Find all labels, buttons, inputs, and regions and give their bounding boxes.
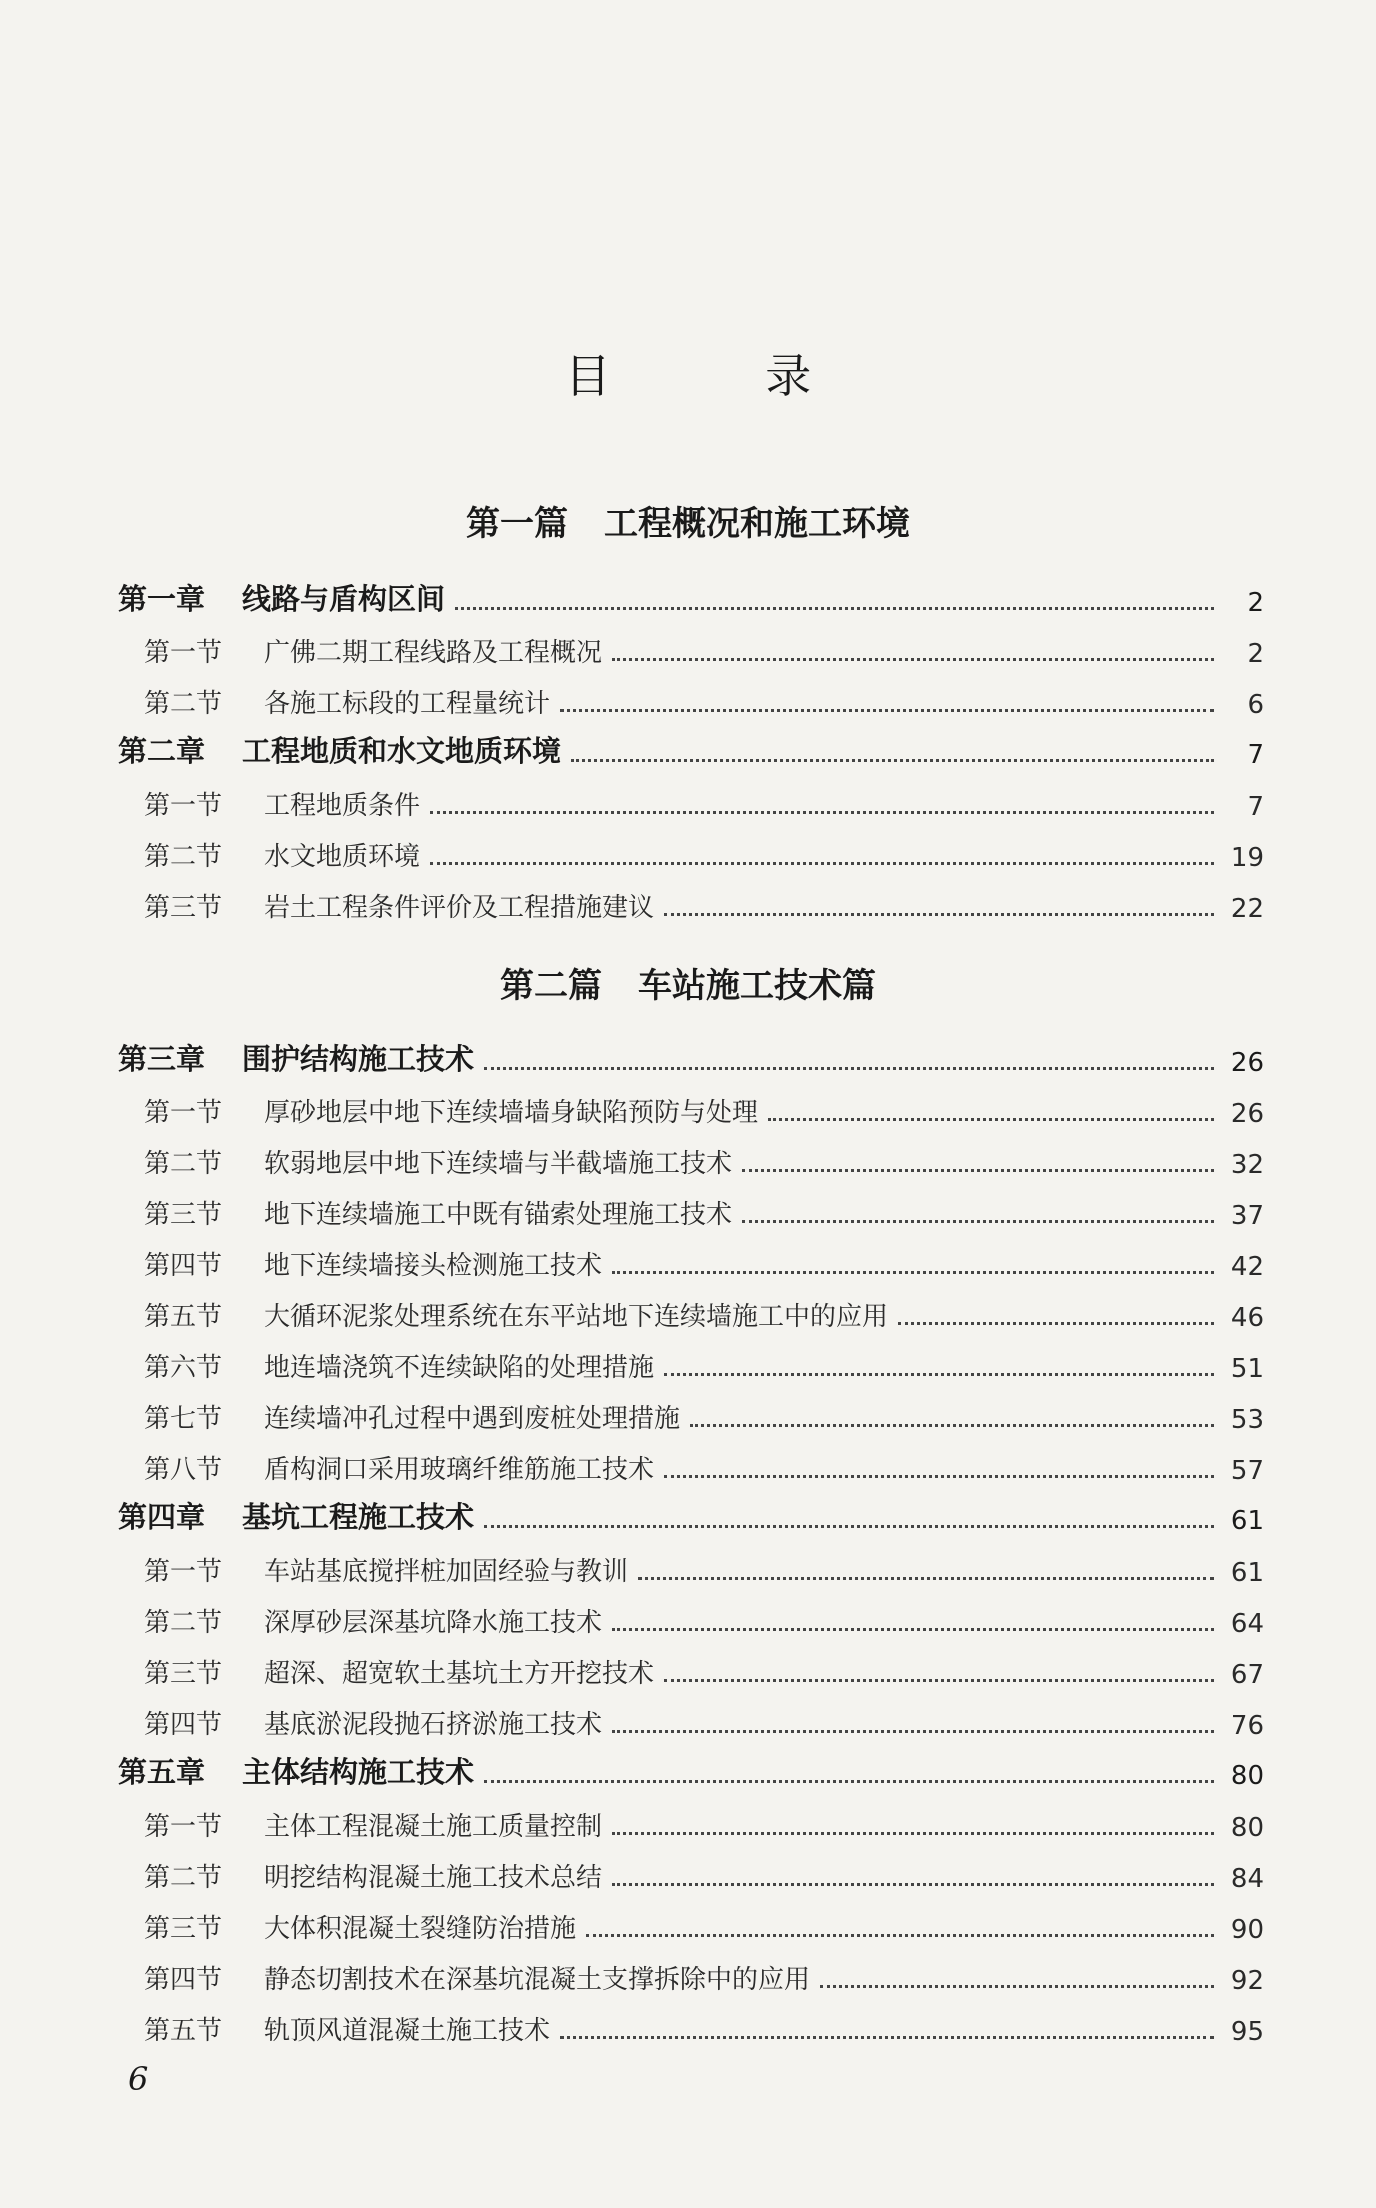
section-title: 主体工程混凝土施工质量控制 (264, 1812, 603, 1842)
leader-dots (612, 1730, 1214, 1733)
page-ref: 2 (1247, 639, 1264, 669)
section-title: 厚砂地层中地下连续墙墙身缺陷预防与处理 (264, 1098, 759, 1128)
section-title: 广佛二期工程线路及工程概况 (264, 638, 603, 668)
section-title: 大循环泥浆处理系统在东平站地下连续墙施工中的应用 (264, 1302, 889, 1332)
page-number: 6 (128, 2060, 149, 2098)
chapter-label: 第二章 (118, 734, 206, 768)
section-title: 轨顶风道混凝土施工技术 (264, 2016, 551, 2046)
leader-dots (664, 1475, 1214, 1478)
toc-section[interactable] (144, 1136, 1264, 1180)
page-ref: 2 (1247, 588, 1264, 618)
part-title-2 (0, 958, 1376, 1007)
page-ref: 51 (1230, 1354, 1264, 1384)
leader-dots (820, 1985, 1214, 1988)
section-title: 深厚砂层深基坑降水施工技术 (264, 1608, 603, 1638)
section-title: 地下连续墙施工中既有锚索处理施工技术 (264, 1200, 733, 1230)
page-ref: 22 (1230, 894, 1264, 924)
section-label: 第二节 (144, 1608, 223, 1638)
toc-section[interactable] (144, 1697, 1264, 1741)
chapter-title: 围护结构施工技术 (242, 1042, 475, 1076)
part-name: 车站施工技术篇 (638, 966, 876, 1006)
toc-chapter-1[interactable] (118, 574, 1264, 618)
toc-section[interactable] (144, 676, 1264, 720)
section-label: 第八节 (144, 1455, 223, 1485)
page-ref: 80 (1230, 1813, 1264, 1843)
section-label: 第三节 (144, 1200, 223, 1230)
page-ref: 37 (1230, 1201, 1264, 1231)
section-label: 第一节 (144, 1557, 223, 1587)
section-label: 第四节 (144, 1965, 223, 1995)
section-title: 岩土工程条件评价及工程措施建议 (264, 893, 655, 923)
leader-dots (638, 1577, 1214, 1580)
toc-section[interactable] (144, 1799, 1264, 1843)
toc-section[interactable] (144, 1289, 1264, 1333)
section-title: 连续墙冲孔过程中遇到废桩处理措施 (264, 1404, 681, 1434)
toc-chapter-3[interactable] (118, 1034, 1264, 1078)
page-ref: 61 (1230, 1506, 1264, 1536)
page-ref: 67 (1230, 1660, 1264, 1690)
leader-dots (664, 1679, 1214, 1682)
toc-section[interactable] (144, 1391, 1264, 1435)
toc-section[interactable] (144, 625, 1264, 669)
toc-section[interactable] (144, 1544, 1264, 1588)
leader-dots (430, 811, 1214, 814)
toc-section[interactable] (144, 1187, 1264, 1231)
section-title: 地连墙浇筑不连续缺陷的处理措施 (264, 1353, 655, 1383)
leader-dots (586, 1934, 1214, 1937)
page-ref: 57 (1230, 1456, 1264, 1486)
chapter-label: 第三章 (118, 1042, 206, 1076)
leader-dots (742, 1220, 1214, 1223)
leader-dots (742, 1169, 1214, 1172)
section-label: 第三节 (144, 1659, 223, 1689)
toc-section[interactable] (144, 1595, 1264, 1639)
section-title: 车站基底搅拌桩加固经验与教训 (264, 1557, 629, 1587)
section-title: 地下连续墙接头检测施工技术 (264, 1251, 603, 1281)
page-ref: 64 (1230, 1609, 1264, 1639)
page-ref: 42 (1230, 1252, 1264, 1282)
toc-section[interactable] (144, 1952, 1264, 1996)
section-label: 第三节 (144, 893, 223, 923)
section-label: 第四节 (144, 1251, 223, 1281)
leader-dots (484, 1525, 1214, 1528)
leader-dots (612, 658, 1214, 661)
section-title: 超深、超宽软土基坑土方开挖技术 (264, 1659, 655, 1689)
section-title: 工程地质条件 (264, 791, 421, 821)
page-ref: 92 (1230, 1966, 1264, 1996)
leader-dots (560, 709, 1214, 712)
chapter-label: 第一章 (118, 582, 206, 616)
section-title: 各施工标段的工程量统计 (264, 689, 551, 719)
section-title: 软弱地层中地下连续墙与半截墙施工技术 (264, 1149, 733, 1179)
leader-dots (664, 913, 1214, 916)
part-label: 第二篇 (500, 966, 602, 1006)
toc-section[interactable] (144, 829, 1264, 873)
page-ref: 53 (1230, 1405, 1264, 1435)
leader-dots (664, 1373, 1214, 1376)
page-ref: 61 (1230, 1558, 1264, 1588)
chapter-label: 第五章 (118, 1755, 206, 1789)
leader-dots (430, 862, 1214, 865)
toc-section[interactable] (144, 1442, 1264, 1486)
part-name: 工程概况和施工环境 (604, 504, 910, 544)
page-ref: 46 (1230, 1303, 1264, 1333)
section-title: 水文地质环境 (264, 842, 421, 872)
section-label: 第二节 (144, 1149, 223, 1179)
toc-section[interactable] (144, 880, 1264, 924)
toc-section[interactable] (144, 778, 1264, 822)
section-title: 明挖结构混凝土施工技术总结 (264, 1863, 603, 1893)
leader-dots (560, 2036, 1214, 2039)
page-ref: 6 (1247, 690, 1264, 720)
chapter-title: 主体结构施工技术 (242, 1755, 475, 1789)
page-ref: 84 (1230, 1864, 1264, 1894)
section-label: 第五节 (144, 1302, 223, 1332)
toc-chapter-4[interactable] (118, 1492, 1264, 1536)
toc-chapter-2[interactable] (118, 726, 1264, 770)
toc-section[interactable] (144, 1901, 1264, 1945)
section-title: 基底淤泥段抛石挤淤施工技术 (264, 1710, 603, 1740)
section-label: 第二节 (144, 842, 223, 872)
section-title: 静态切割技术在深基坑混凝土支撑拆除中的应用 (264, 1965, 811, 1995)
leader-dots (768, 1118, 1214, 1121)
section-label: 第四节 (144, 1710, 223, 1740)
page-ref: 76 (1230, 1711, 1264, 1741)
leader-dots (690, 1424, 1214, 1427)
section-label: 第二节 (144, 689, 223, 719)
leader-dots (612, 1832, 1214, 1835)
leader-dots (484, 1780, 1214, 1783)
toc-section[interactable] (144, 2003, 1264, 2047)
section-label: 第一节 (144, 638, 223, 668)
part-label: 第一篇 (466, 504, 568, 544)
leader-dots (612, 1628, 1214, 1631)
page-ref: 7 (1247, 740, 1264, 770)
toc-title: 目 录 (564, 349, 882, 403)
section-label: 第一节 (144, 1812, 223, 1842)
leader-dots (455, 607, 1214, 610)
section-label: 第二节 (144, 1863, 223, 1893)
toc-section[interactable] (144, 1085, 1264, 1129)
leader-dots (612, 1271, 1214, 1274)
section-label: 第五节 (144, 2016, 223, 2046)
page-ref: 26 (1230, 1048, 1264, 1078)
leader-dots (571, 759, 1214, 762)
part-title-1 (0, 496, 1376, 545)
leader-dots (484, 1067, 1214, 1070)
page-ref: 80 (1230, 1761, 1264, 1791)
toc-section[interactable] (144, 1238, 1264, 1282)
section-label: 第一节 (144, 791, 223, 821)
toc-section[interactable] (144, 1340, 1264, 1384)
page-ref: 19 (1230, 843, 1264, 873)
page-ref: 95 (1230, 2017, 1264, 2047)
toc-chapter-5[interactable] (118, 1747, 1264, 1791)
page-ref: 90 (1230, 1915, 1264, 1945)
leader-dots (612, 1883, 1214, 1886)
page-ref: 32 (1230, 1150, 1264, 1180)
section-label: 第七节 (144, 1404, 223, 1434)
section-label: 第三节 (144, 1914, 223, 1944)
section-label: 第六节 (144, 1353, 223, 1383)
section-title: 大体积混凝土裂缝防治措施 (264, 1914, 577, 1944)
page-ref: 7 (1247, 792, 1264, 822)
chapter-title: 线路与盾构区间 (242, 582, 446, 616)
section-label: 第一节 (144, 1098, 223, 1128)
section-title: 盾构洞口采用玻璃纤维筋施工技术 (264, 1455, 655, 1485)
toc-section[interactable] (144, 1850, 1264, 1894)
page-ref: 26 (1230, 1099, 1264, 1129)
leader-dots (898, 1322, 1214, 1325)
chapter-title: 基坑工程施工技术 (242, 1500, 475, 1534)
toc-section[interactable] (144, 1646, 1264, 1690)
chapter-title: 工程地质和水文地质环境 (242, 734, 562, 768)
chapter-label: 第四章 (118, 1500, 206, 1534)
